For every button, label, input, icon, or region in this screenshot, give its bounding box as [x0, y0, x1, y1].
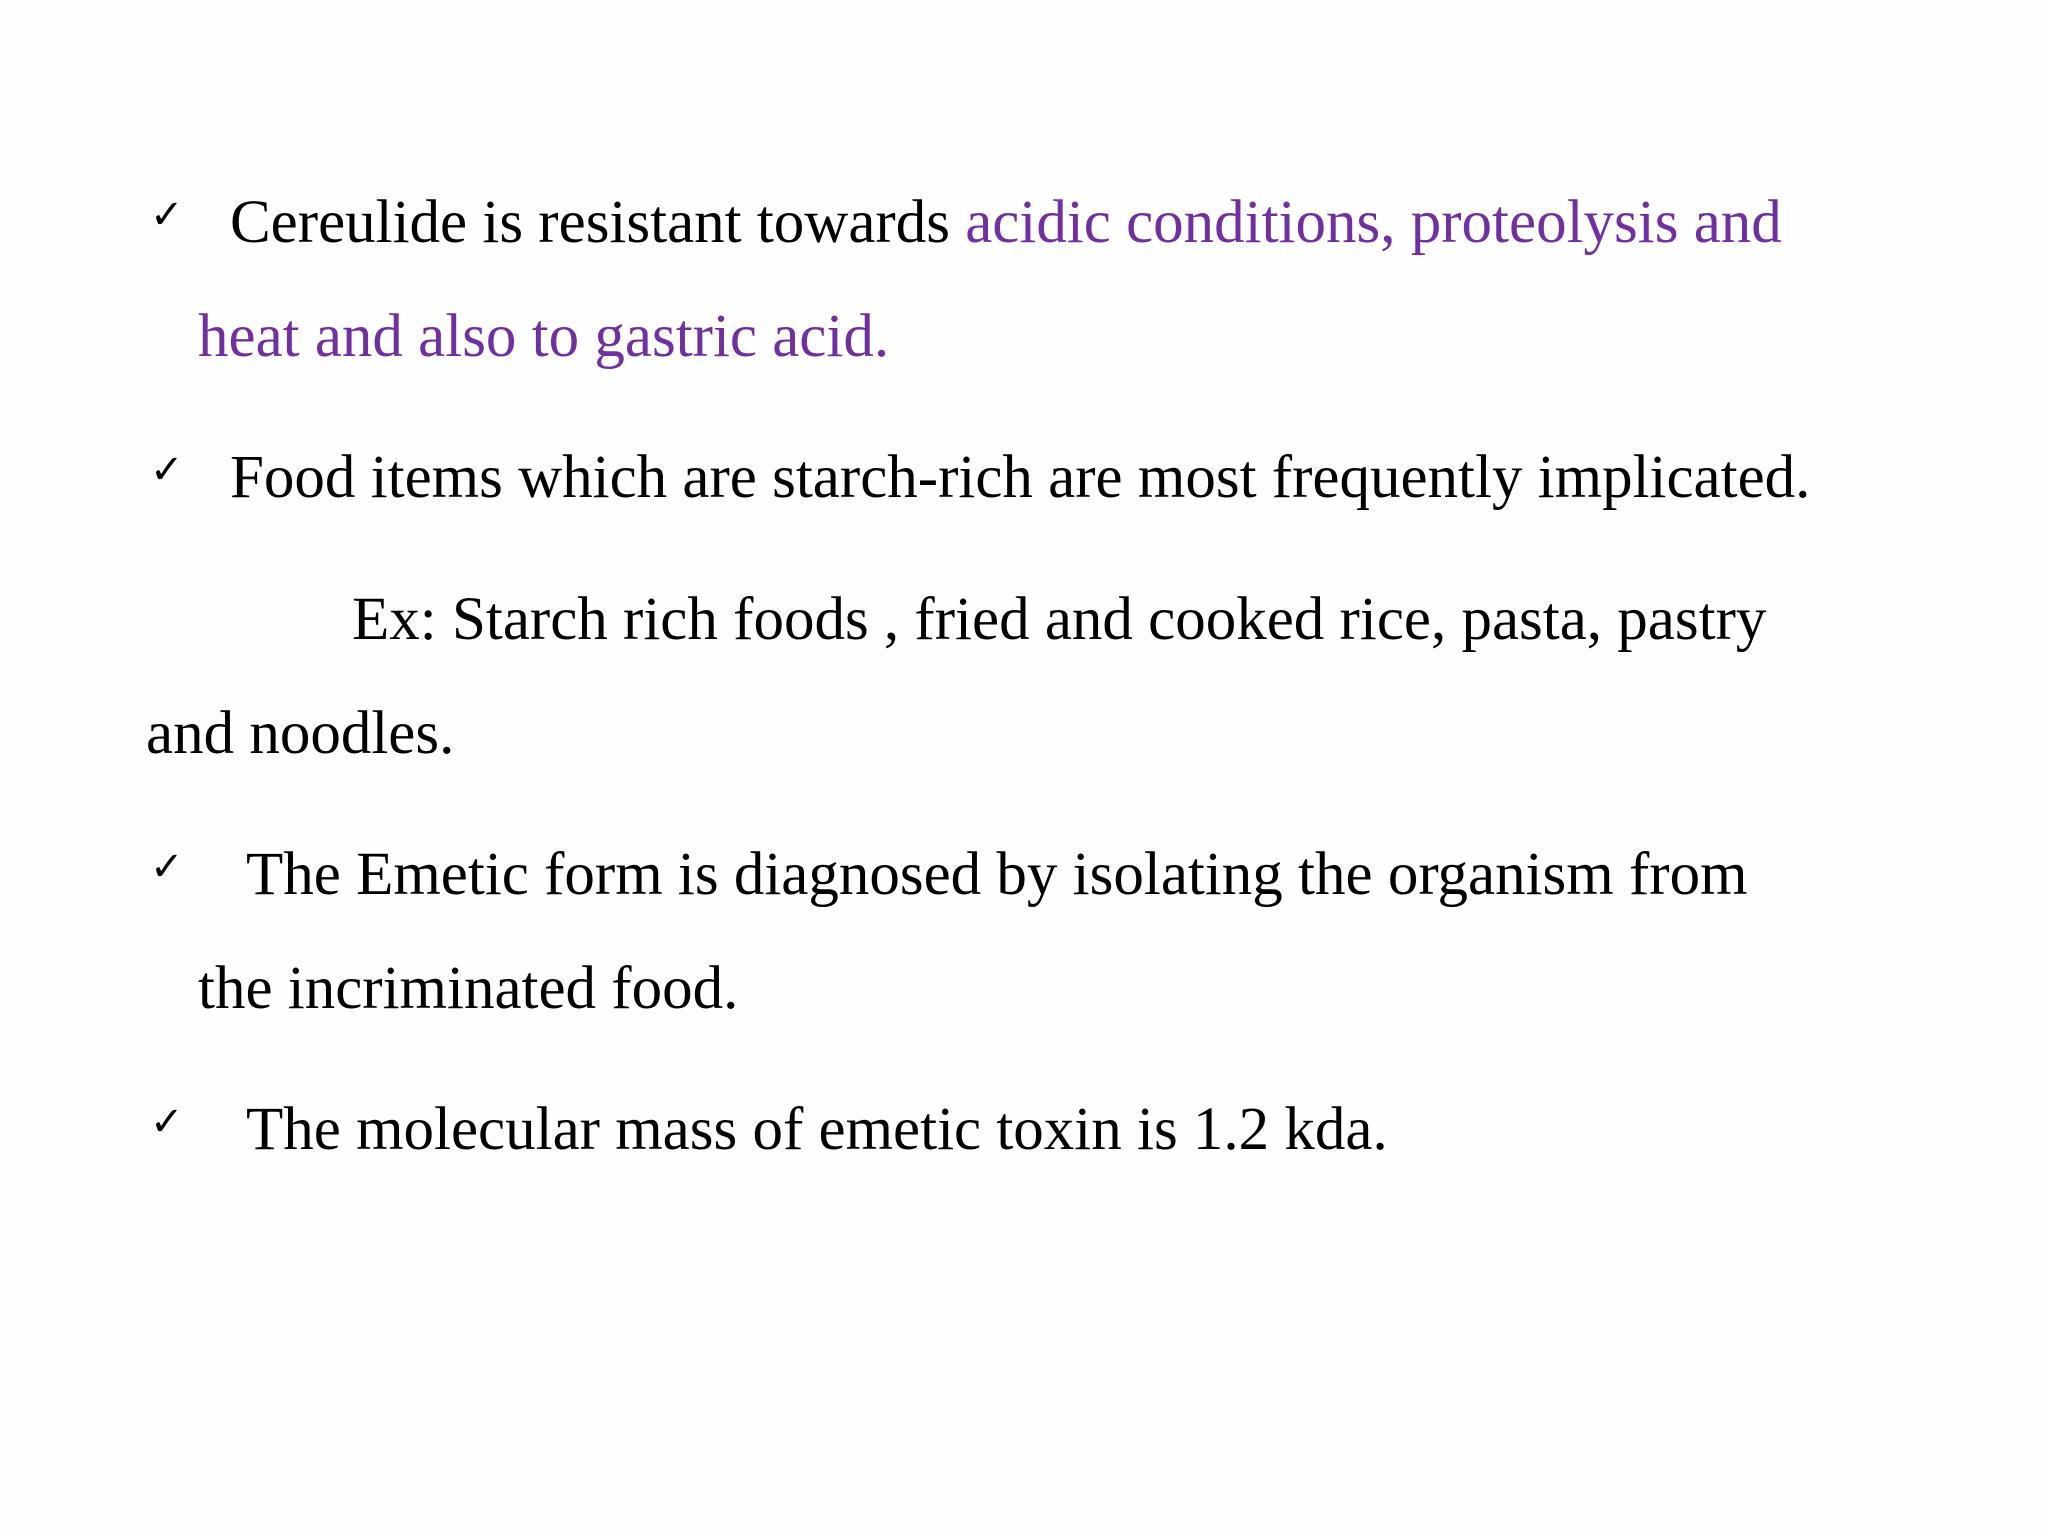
bullet-1-highlight-text: acidic conditions, proteolysis and: [965, 189, 1782, 256]
bullet-1-line-2: heat and also to gastric acid.: [198, 303, 890, 370]
checkmark-icon: ✓: [150, 1099, 184, 1145]
bullet-2-line-1: Food items which are starch-rich are most frequently implicated.: [230, 444, 1811, 511]
bullet-1-line-1: [230, 189, 1782, 256]
bullet-4-line-1: The molecular mass of emetic toxin is 1.2 kda.: [246, 1096, 1388, 1163]
bullet-3-line-2: the incriminated food.: [198, 955, 739, 1022]
example-line-1: Ex: Starch rich foods , fried and cooked rice, pasta, pastry: [352, 586, 1767, 653]
checkmark-icon: ✓: [150, 192, 184, 238]
checkmark-icon: ✓: [150, 447, 184, 493]
checkmark-icon: ✓: [150, 844, 184, 890]
bullet-3-line-1: The Emetic form is diagnosed by isolating the organism from: [246, 841, 1748, 908]
bullet-1-plain-text: Cereulide is resistant towards: [230, 189, 966, 256]
example-line-2: and noodles.: [146, 700, 455, 767]
